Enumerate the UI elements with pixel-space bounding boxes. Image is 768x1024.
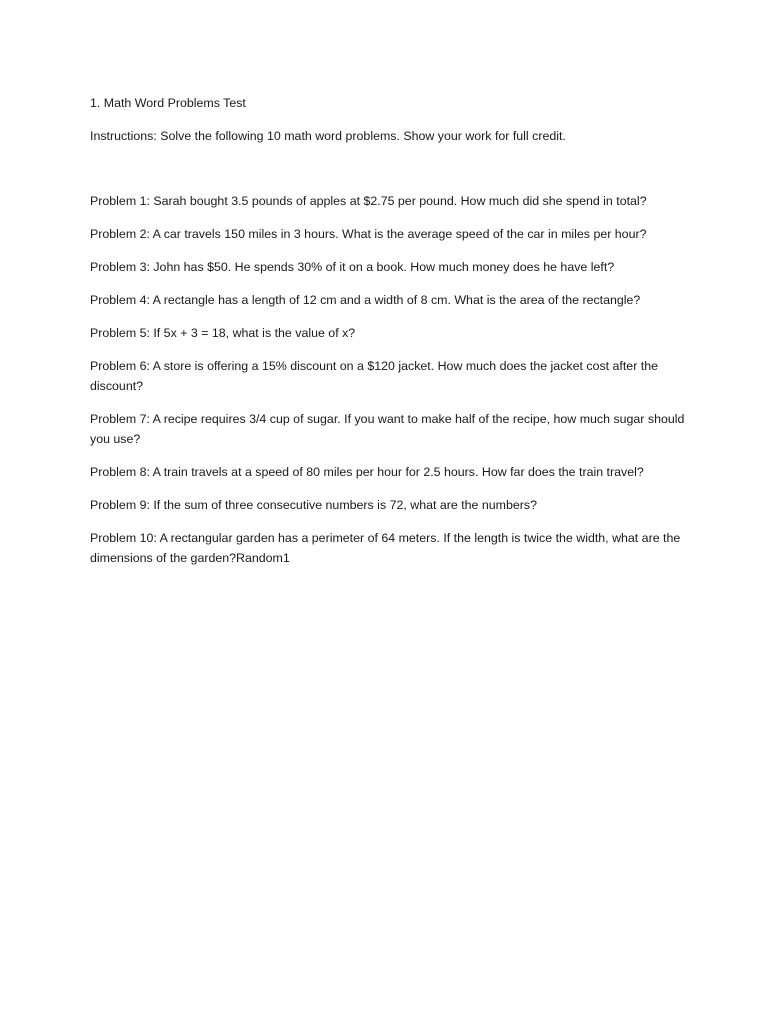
instructions-text: Instructions: Solve the following 10 math word problems. Show your work for full credit. — [90, 129, 566, 143]
problem-7: Problem 7: A recipe requires 3/4 cup of sugar. If you want to make half of the recipe, how much sugar should you use? — [90, 412, 685, 446]
problem-2: Problem 2: A car travels 150 miles in 3 hours. What is the average speed of the car in miles per hour? — [90, 227, 647, 241]
problem-1: Problem 1: Sarah bought 3.5 pounds of apples at $2.75 per pound. How much did she spend in total? — [90, 194, 647, 208]
problem-6: Problem 6: A store is offering a 15% discount on a $120 jacket. How much does the jacket cost after the discount? — [90, 359, 658, 393]
problem-5: Problem 5: If 5x + 3 = 18, what is the value of x? — [90, 326, 356, 340]
problem-8: Problem 8: A train travels at a speed of 80 miles per hour for 2.5 hours. How far does the train travel? — [90, 465, 644, 479]
problem-9: Problem 9: If the sum of three consecutive numbers is 72, what are the numbers? — [90, 498, 537, 512]
document-title: 1. Math Word Problems Test — [90, 96, 246, 110]
document-page — [90, 93, 690, 581]
problem-10: Problem 10: A rectangular garden has a perimeter of 64 meters. If the length is twice the width, what are the dimensions of the garden?Random1 — [90, 531, 681, 565]
problem-3: Problem 3: John has $50. He spends 30% of it on a book. How much money does he have left? — [90, 260, 615, 274]
problem-4: Problem 4: A rectangle has a length of 12 cm and a width of 8 cm. What is the area of the rectangle? — [90, 293, 641, 307]
